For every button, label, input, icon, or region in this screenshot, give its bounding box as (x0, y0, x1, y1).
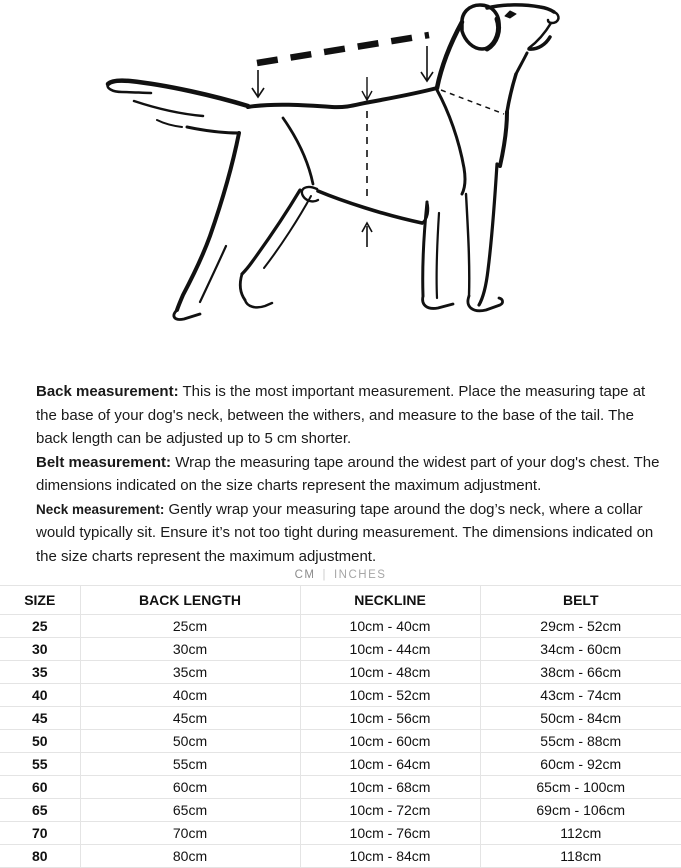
neckline-cell: 10cm - 76cm (300, 822, 480, 845)
belt-cell: 118cm (480, 845, 681, 868)
table-header-row (0, 586, 681, 615)
table-row (0, 661, 681, 684)
back-length-cell: 65cm (80, 799, 300, 822)
table-row (0, 730, 681, 753)
size-chart-table (0, 585, 681, 868)
belt-cell: 55cm - 88cm (480, 730, 681, 753)
dog-measurement-illustration (0, 0, 681, 362)
back-length-cell: 25cm (80, 615, 300, 638)
back-measurement-label: Back measurement: (36, 383, 179, 400)
back-measurement-text: This is the most important measurement. Place the measuring tape at the base of your dog's neck, between the withers, and measure to the base of the tail. The back length can be adjusted up to 5 cm shorter. (36, 383, 646, 447)
neckline-cell: 10cm - 84cm (300, 845, 480, 868)
down-arrow-icon (362, 77, 372, 100)
col-header-neckline: NECKLINE (300, 586, 480, 615)
table-row (0, 638, 681, 661)
belt-measurement-paragraph (36, 451, 661, 498)
back-length-cell: 50cm (80, 730, 300, 753)
size-cell: 40 (0, 684, 80, 707)
neckline-cell: 10cm - 72cm (300, 799, 480, 822)
belt-cell: 112cm (480, 822, 681, 845)
back-length-cell: 60cm (80, 776, 300, 799)
neckline-cell: 10cm - 68cm (300, 776, 480, 799)
neckline-cell: 10cm - 64cm (300, 753, 480, 776)
measurement-instructions (0, 362, 681, 568)
table-row (0, 822, 681, 845)
neck-dashed-line (441, 90, 504, 114)
neckline-cell: 10cm - 48cm (300, 661, 480, 684)
unit-inches-button[interactable]: INCHES (333, 569, 387, 581)
down-arrow-icon (421, 46, 433, 81)
unit-toggle (0, 568, 681, 582)
back-length-cell: 80cm (80, 845, 300, 868)
size-cell: 65 (0, 799, 80, 822)
neckline-cell: 10cm - 60cm (300, 730, 480, 753)
size-cell: 30 (0, 638, 80, 661)
back-length-cell: 30cm (80, 638, 300, 661)
col-header-back-length: BACK LENGTH (80, 586, 300, 615)
back-length-cell: 45cm (80, 707, 300, 730)
table-row (0, 776, 681, 799)
neckline-cell: 10cm - 56cm (300, 707, 480, 730)
col-header-belt: BELT (480, 586, 681, 615)
size-cell: 45 (0, 707, 80, 730)
back-length-dashed-line (257, 35, 429, 63)
neckline-cell: 10cm - 40cm (300, 615, 480, 638)
size-cell: 50 (0, 730, 80, 753)
col-header-size: SIZE (0, 586, 80, 615)
neck-measurement-label: Neck measurement: (36, 501, 165, 517)
belt-cell: 29cm - 52cm (480, 615, 681, 638)
back-length-cell: 35cm (80, 661, 300, 684)
neckline-cell: 10cm - 52cm (300, 684, 480, 707)
belt-cell: 38cm - 66cm (480, 661, 681, 684)
table-row (0, 845, 681, 868)
belt-cell: 43cm - 74cm (480, 684, 681, 707)
belt-cell: 34cm - 60cm (480, 638, 681, 661)
belt-measurement-label: Belt measurement: (36, 453, 172, 471)
table-row (0, 799, 681, 822)
down-arrow-icon (252, 70, 264, 97)
belt-cell: 60cm - 92cm (480, 753, 681, 776)
size-cell: 60 (0, 776, 80, 799)
up-arrow-icon (362, 223, 372, 247)
neck-measurement-text: Gently wrap your measuring tape around the dog’s neck, where a collar would typically sit. Ensure it’s not too tight during measurement. The dimensions indicated on the size charts represent the maximum adjustment. (36, 500, 654, 565)
back-measurement-paragraph (36, 380, 661, 451)
neckline-cell: 10cm - 44cm (300, 638, 480, 661)
unit-cm-button[interactable]: CM (294, 569, 316, 581)
size-cell: 80 (0, 845, 80, 868)
back-length-cell: 55cm (80, 753, 300, 776)
belt-measurement-text: Wrap the measuring tape around the widest part of your dog's chest. The dimensions indicated on the size charts represent the maximum adjustment. (36, 453, 660, 494)
dog-measurement-figure (0, 0, 681, 362)
table-row (0, 684, 681, 707)
back-length-cell: 40cm (80, 684, 300, 707)
size-cell: 55 (0, 753, 80, 776)
size-cell: 25 (0, 615, 80, 638)
neck-measurement-paragraph (36, 498, 661, 569)
table-row (0, 615, 681, 638)
size-cell: 35 (0, 661, 80, 684)
back-length-cell: 70cm (80, 822, 300, 845)
size-cell: 70 (0, 822, 80, 845)
table-row (0, 707, 681, 730)
belt-cell: 69cm - 106cm (480, 799, 681, 822)
table-row (0, 753, 681, 776)
belt-cell: 65cm - 100cm (480, 776, 681, 799)
belt-cell: 50cm - 84cm (480, 707, 681, 730)
unit-separator: | (322, 569, 327, 581)
